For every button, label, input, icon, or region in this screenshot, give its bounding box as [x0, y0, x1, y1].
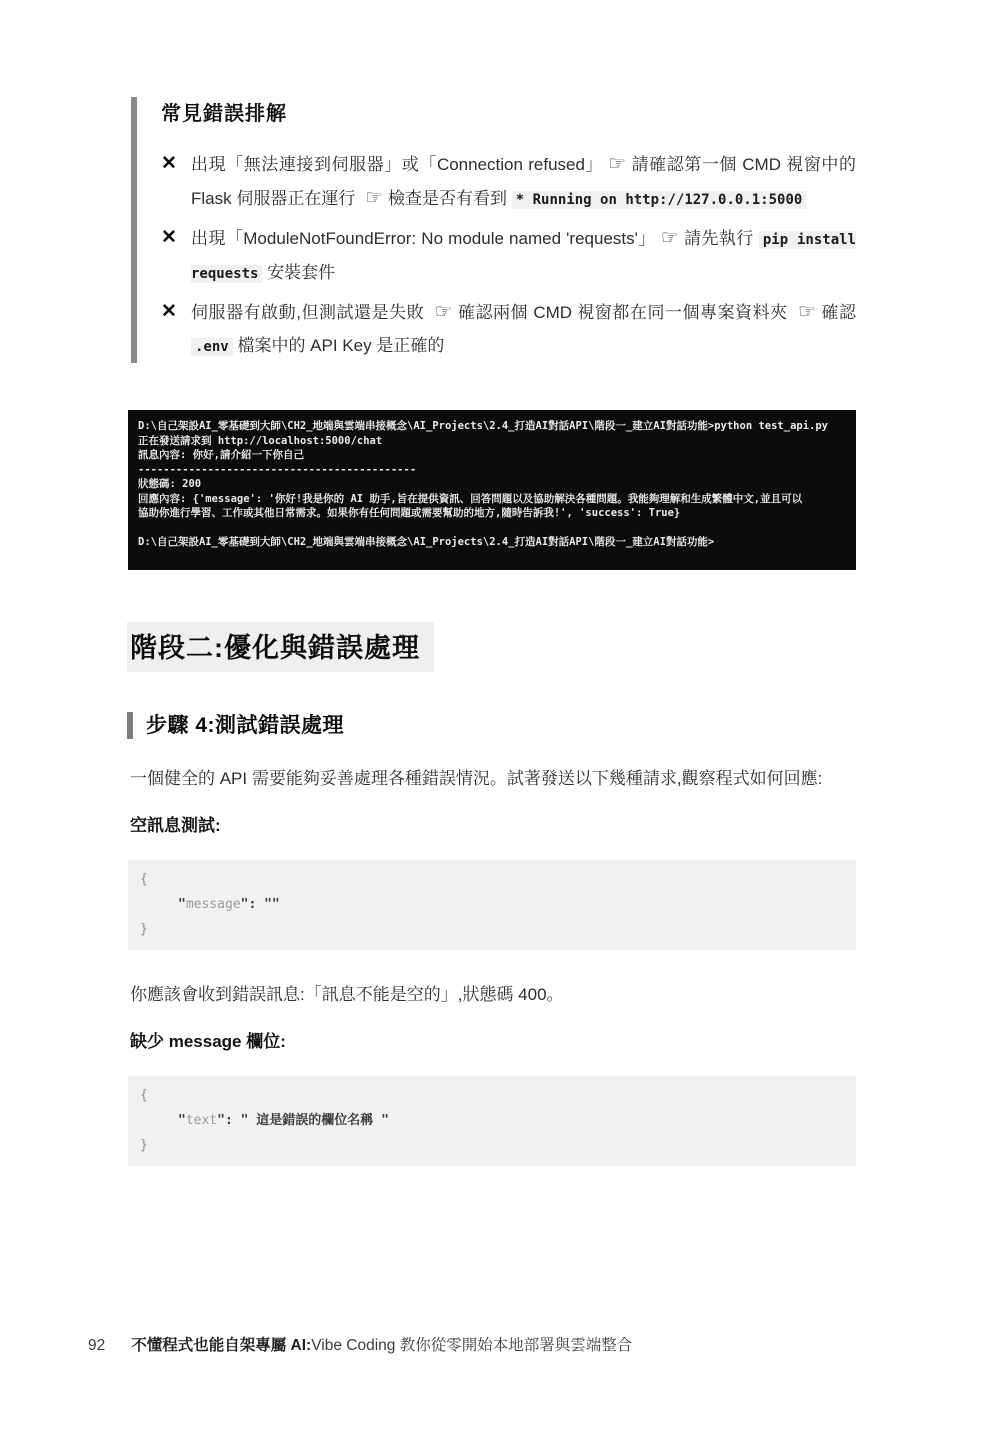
code-block-missing-field	[128, 1076, 856, 1166]
callout-title: 常見錯誤排解	[161, 103, 287, 125]
book-title-bold: 不懂程式也能自架專屬 AI:	[131, 1337, 312, 1354]
item-text: 安裝套件	[267, 262, 336, 282]
cross-icon: ✕	[161, 301, 177, 322]
terminal-blank-line	[138, 521, 846, 536]
terminal-separator-line: --------------------------------------------	[138, 463, 417, 476]
terminal-line: 訊息內容: 你好,請介紹一下你自己	[138, 449, 304, 461]
troubleshoot-item-connection-refused	[161, 148, 856, 216]
code-line: "message": ""	[178, 897, 280, 912]
empty-message-test-label: 空訊息測試:	[130, 816, 221, 835]
page-number: 92	[88, 1337, 106, 1354]
item-text: 檔案中的 API Key 是正確的	[237, 335, 445, 355]
terminal-prompt-line: D:\自己架設AI_零基礎到大師\CH2_地端與雲端串接概念\AI_Projects\2.4_打造AI對話API\階段一_建立AI對話功能>	[138, 536, 715, 548]
item-text: 檢查是否有看到	[388, 188, 508, 208]
pointing-hand-icon: ☞	[797, 301, 816, 323]
terminal-line: 回應內容: {'message': '你好!我是你的 AI 助手,旨在提供資訊、回答問題以及協助解決各種問題。我能夠理解和生成繁體中文,並且可以	[138, 492, 803, 505]
code-line: }	[140, 922, 148, 937]
book-page	[0, 97, 1000, 1438]
item-text: 確認兩個 CMD 視窗都在同一個專案資料夾	[457, 303, 788, 322]
pointing-hand-icon: ☞	[660, 227, 679, 249]
inline-code-env-file: .env	[191, 338, 233, 356]
item-text: 請先執行	[683, 229, 754, 248]
troubleshoot-list	[161, 148, 856, 363]
item-text: 出現「ModuleNotFoundError: No module named 'requests'」	[191, 229, 656, 248]
code-line: "text": " 這是錯誤的欄位名稱 "	[178, 1113, 389, 1128]
troubleshoot-item-test-failed	[161, 296, 856, 363]
code-line: }	[140, 1138, 148, 1153]
pointing-hand-icon: ☞	[608, 153, 627, 175]
code-block-empty-message	[128, 860, 856, 950]
troubleshoot-item-module-not-found	[161, 222, 856, 290]
inline-code-running-on: * Running on http://127.0.0.1:5000	[512, 191, 807, 209]
terminal-line: 協助你進行學習、工作或其他日常需求。如果你有任何問題或需要幫助的地方,隨時告訴我!', 'success': True}	[138, 507, 681, 519]
cross-icon: ✕	[161, 227, 177, 248]
item-text: 伺服器有啟動,但測試還是失敗	[191, 303, 425, 322]
pointing-hand-icon: ☞	[434, 301, 453, 323]
troubleshoot-callout	[131, 97, 856, 363]
code-line: {	[140, 872, 148, 887]
cmd-terminal-screenshot	[128, 410, 856, 570]
step4-heading: 步驟 4:測試錯誤處理	[127, 712, 856, 739]
intro-paragraph: 一個健全的 API 需要能夠妥善處理各種錯誤情況。試著發送以下幾種請求,觀察程式如何回應:	[130, 769, 823, 788]
stage2-heading	[127, 622, 856, 672]
item-text: 出現「無法連接到伺服器」或「Connection refused」	[191, 155, 604, 174]
page-footer	[88, 1333, 632, 1355]
terminal-line: D:\自己架設AI_零基礎到大師\CH2_地端與雲端串接概念\AI_Projects\2.4_打造AI對話API\階段一_建立AI對話功能>python test_api.py	[138, 420, 829, 432]
missing-field-test-label: 缺少 message 欄位:	[130, 1032, 286, 1051]
pointing-hand-icon: ☞	[365, 186, 384, 209]
item-text: 確認	[820, 303, 856, 322]
terminal-line: 正在發送請求到 http://localhost:5000/chat	[138, 434, 383, 447]
code-line: {	[140, 1088, 148, 1103]
terminal-line: 狀態碼: 200	[138, 478, 202, 490]
item-text: 請確認第一個 CMD 視窗中的 Flask 伺服器正在運行	[191, 155, 856, 208]
expected-error-paragraph: 你應該會收到錯誤訊息:「訊息不能是空的」,狀態碼 400。	[130, 985, 564, 1004]
book-title-rest: Vibe Coding 教你從零開始本地部署與雲端整合	[311, 1337, 633, 1354]
inline-code-pip-install: pip install requests	[191, 232, 856, 282]
stage2-heading-text: 階段二:優化與錯誤處理	[127, 622, 434, 672]
cross-icon: ✕	[161, 153, 177, 174]
